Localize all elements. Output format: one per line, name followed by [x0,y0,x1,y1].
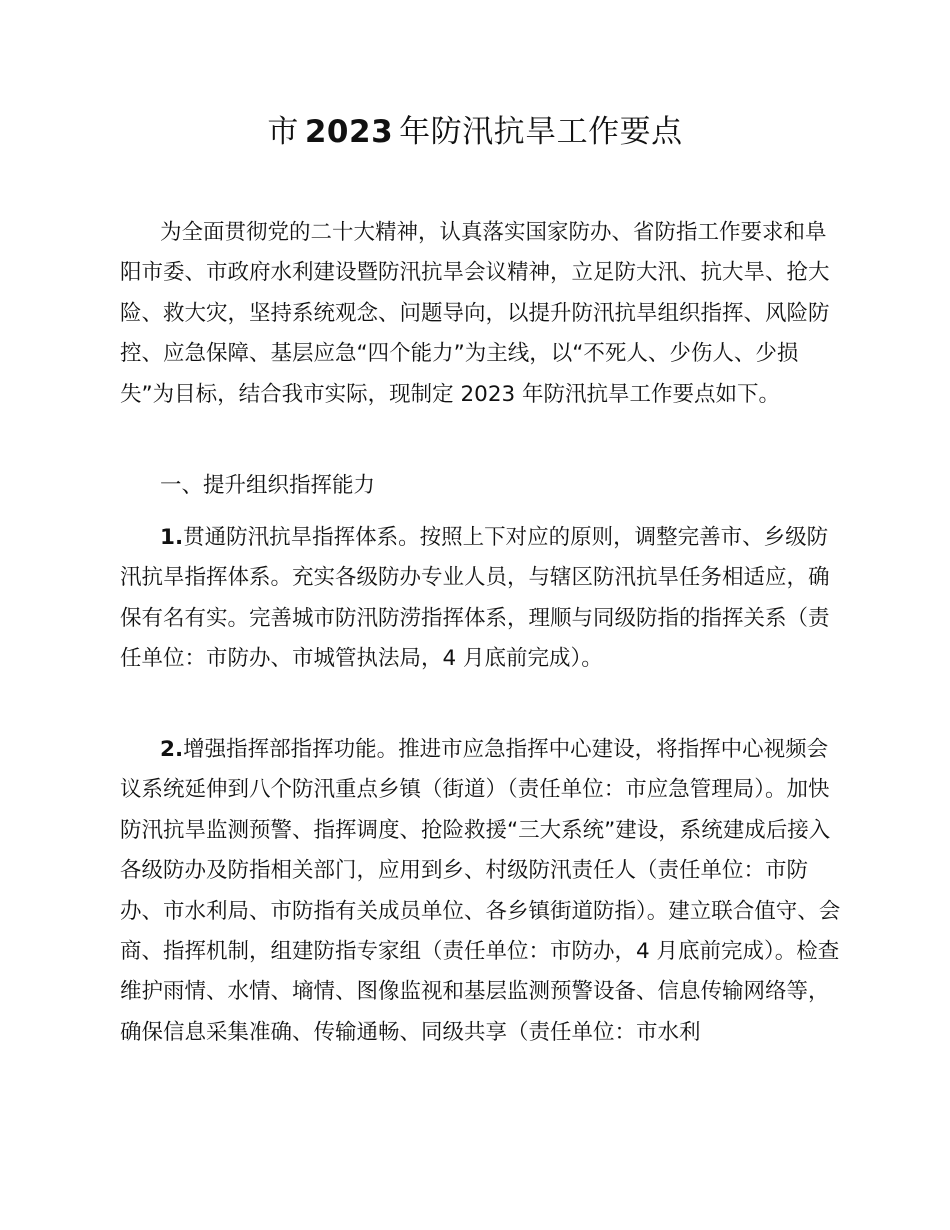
intro-paragraph: 为全面贯彻党的二十大精神，认真落实国家防办、省防指工作要求和阜阳市委、市政府水利建设暨防汛抗旱会议精神，立足防大汛、抗大旱、抢大险、救大灾，坚持系统观念、问题导向，以提升防汛抗旱组织指挥、风险防控、应急保障、基层应急“四个能力”为主线，以“不死人、少伤人、少损失”为目标，结合我市实际，现制定 2023 年防汛抗旱工作要点如下。 [120,220,830,407]
title-year: 2023 [304,114,394,150]
item-2-paragraph [120,730,844,1053]
page-title [0,110,950,154]
item-1-number: 1. [160,525,184,550]
item-2-number: 2. [160,737,184,762]
title-prefix: 市 [267,114,299,150]
title-suffix: 年防汛抗旱工作要点 [399,114,683,150]
section-heading: 一、提升组织指挥能力 [160,473,376,498]
item-1-text: 贯通防汛抗旱指挥体系。按照上下对应的原则，调整完善市、乡级防汛抗旱指挥体系。充实各级防办专业人员，与辖区防汛抗旱任务相适应，确保有名有实。完善城市防汛防涝指挥体系，理顺与同级防指的指挥关系（责任单位：市防办、市城管执法局，4 月底前完成）。 [120,525,830,672]
item-1-paragraph [120,518,844,680]
item-2-text: 增强指挥部指挥功能。推进市应急指挥中心建设，将指挥中心视频会议系统延伸到八个防汛重点乡镇（街道）（责任单位：市应急管理局）。加快防汛抗旱监测预警、指挥调度、抢险救援“三大系统”建设，系统建成后接入各级防办及防指相关部门，应用到乡、村级防汛责任人（责任单位：市防办、市水利局、市防指有关成员单位、各乡镇街道防指）。建立联合值守、会商、指挥机制，组建防指专家组（责任单位：市防办，4 月底前完成）。检查维护雨情、水情、墒情、图像监视和基层监测预警设备、信息传输网络等，确保信息采集准确、传输通畅、同级共享（责任单位：市水利 [120,737,841,1045]
